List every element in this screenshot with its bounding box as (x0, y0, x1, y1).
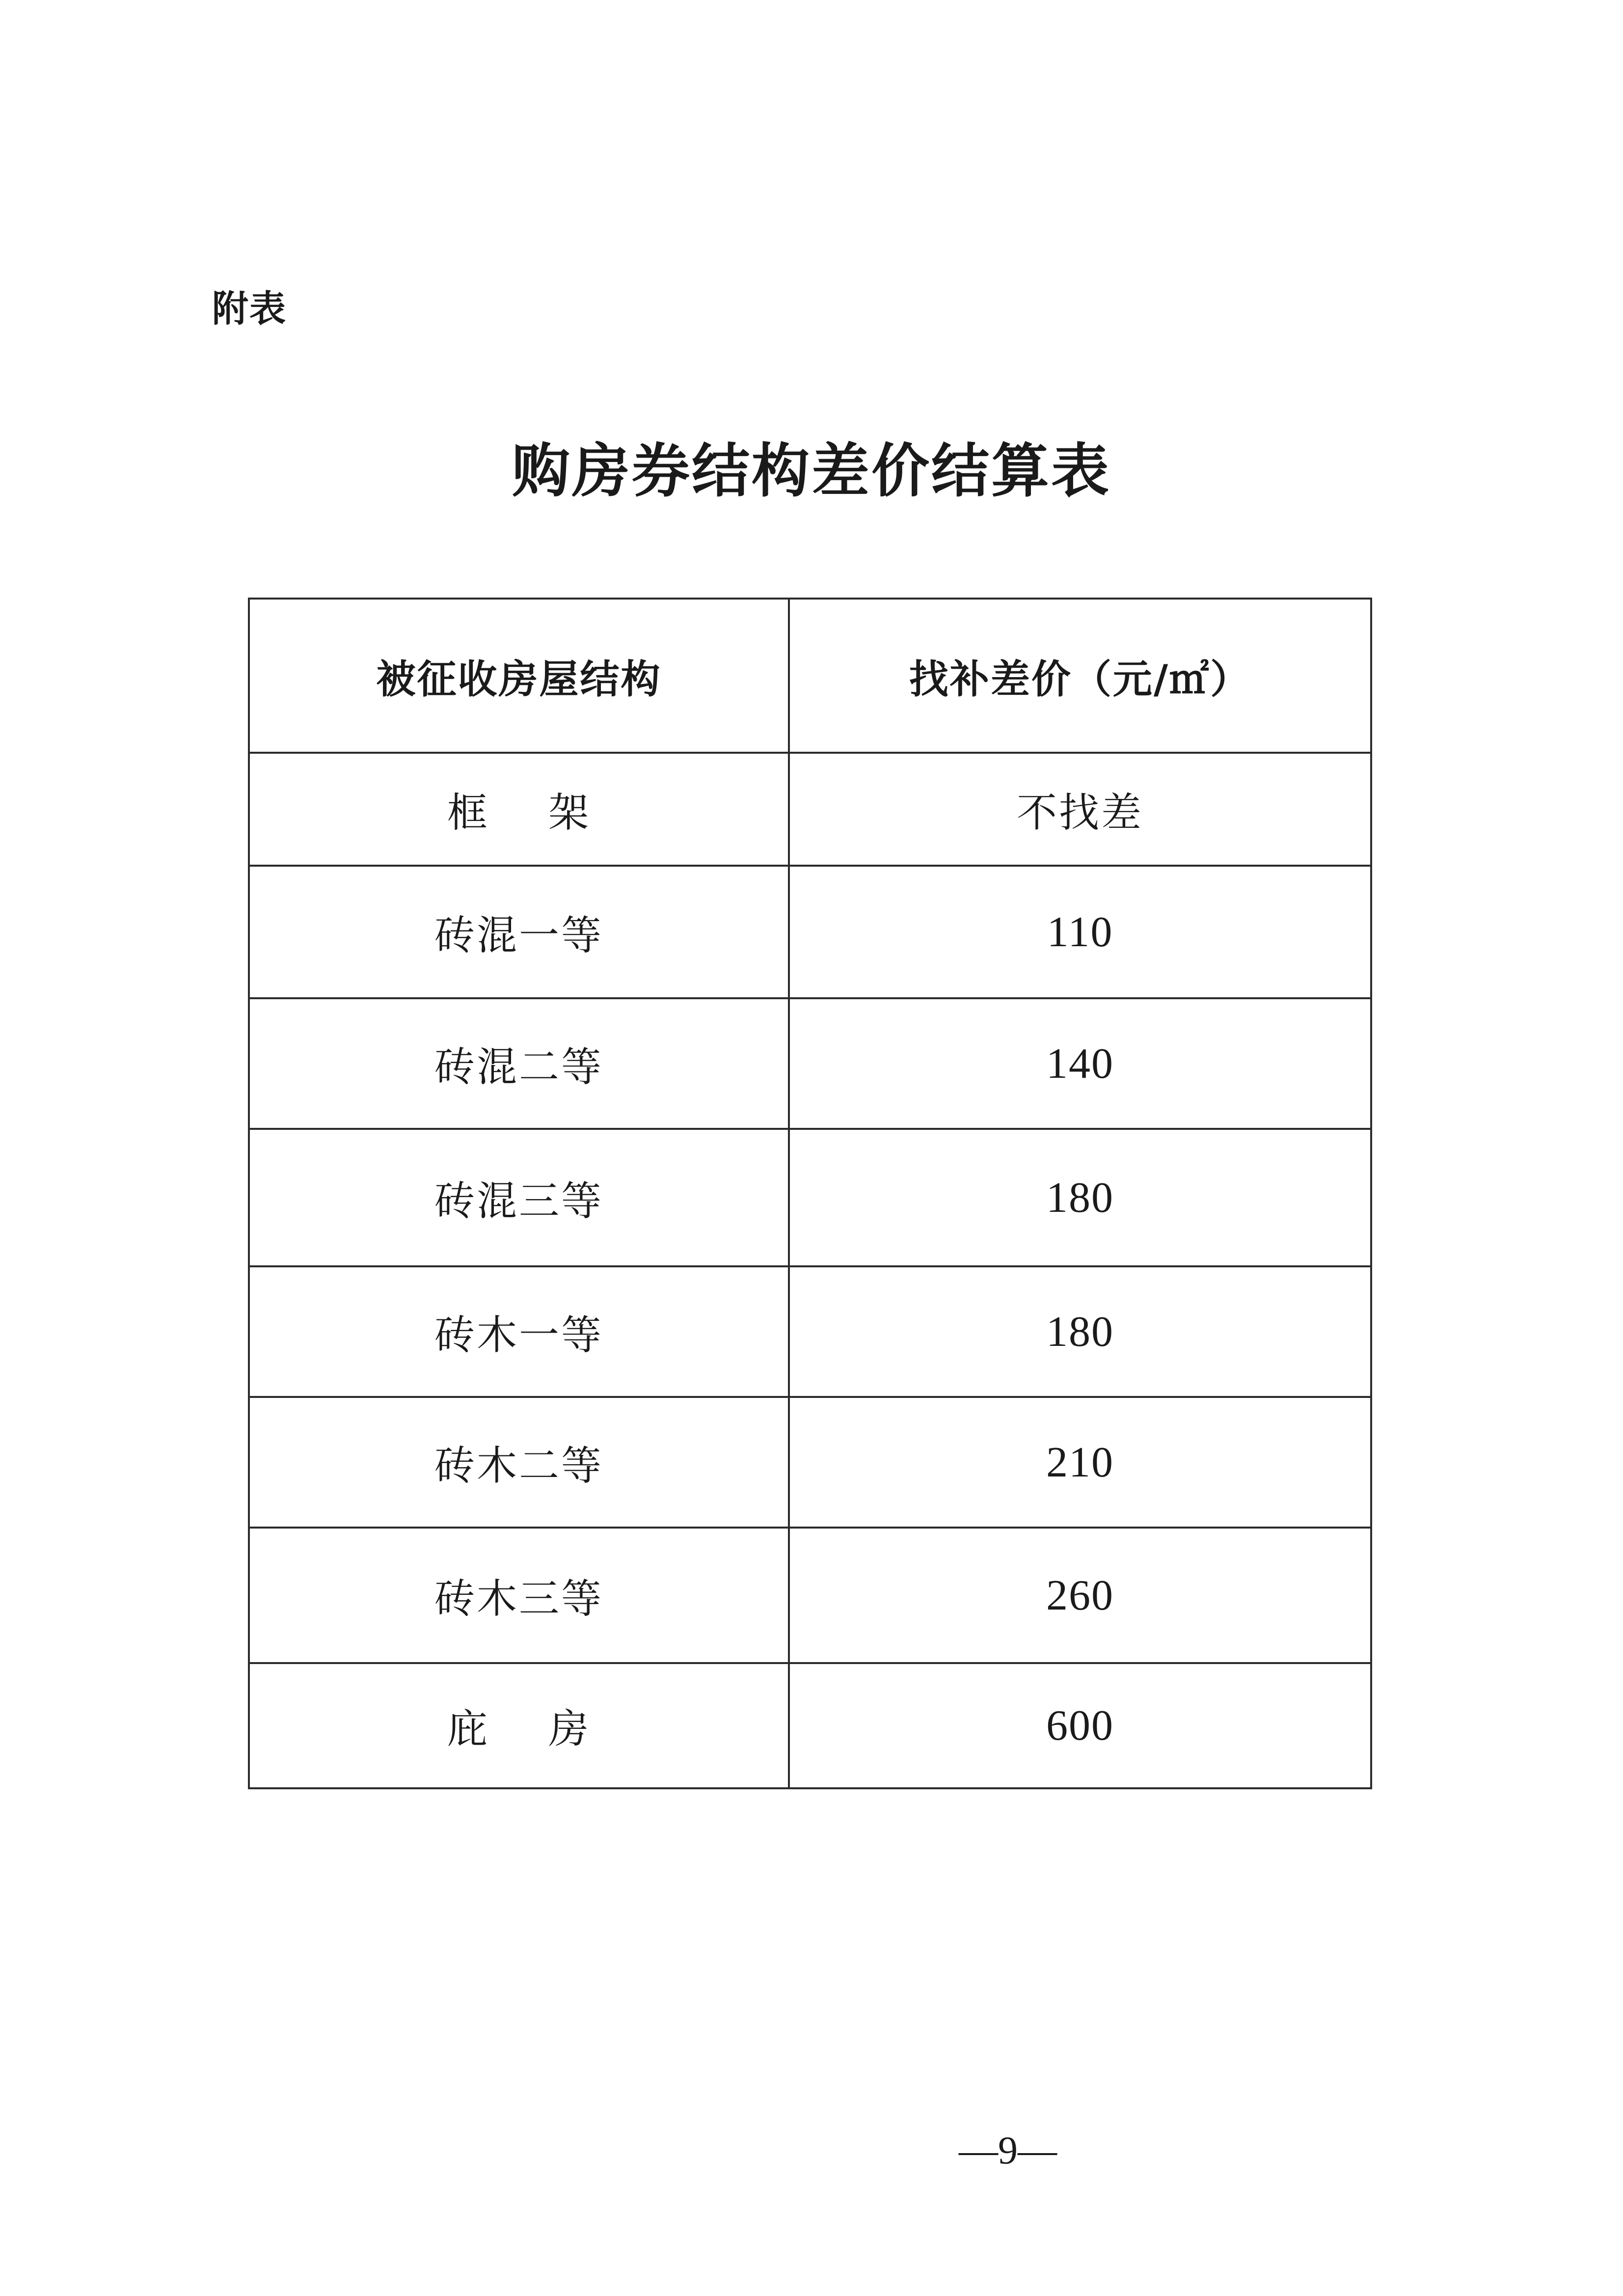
table-row (249, 1663, 1371, 1788)
price-cell: 180 (789, 1266, 1371, 1397)
structure-cell: 砖混二等 (249, 998, 789, 1129)
settlement-table (248, 598, 1372, 1789)
price-cell: 260 (789, 1528, 1371, 1663)
table-row (249, 1129, 1371, 1266)
structure-cell: 砖混一等 (249, 866, 789, 998)
page-number (0, 2131, 1623, 2170)
structure-cell: 砖木一等 (249, 1266, 789, 1397)
column-header-structure: 被征收房屋结构 (249, 599, 789, 753)
structure-cell: 砖混三等 (249, 1129, 789, 1266)
column-header-price: 找补差价（元/㎡） (789, 599, 1371, 753)
table-row (249, 1266, 1371, 1397)
table-header-row (249, 599, 1371, 753)
structure-cell: 庇 房 (249, 1663, 789, 1788)
price-cell: 600 (789, 1663, 1371, 1788)
attachment-label: 附表 (212, 288, 287, 330)
structure-cell: 框 架 (249, 753, 789, 866)
price-cell: 110 (789, 866, 1371, 998)
price-cell: 210 (789, 1397, 1371, 1528)
table-row (249, 753, 1371, 866)
price-cell: 180 (789, 1129, 1371, 1266)
document-title: 购房券结构差价结算表 (512, 437, 1111, 505)
table-row (249, 1528, 1371, 1663)
structure-cell: 砖木二等 (249, 1397, 789, 1528)
page-number-text: —9— (959, 2129, 1057, 2172)
price-cell: 140 (789, 998, 1371, 1129)
price-cell: 不找差 (789, 753, 1371, 866)
table-row (249, 1397, 1371, 1528)
table-row (249, 998, 1371, 1129)
structure-cell: 砖木三等 (249, 1528, 789, 1663)
table-row (249, 866, 1371, 998)
